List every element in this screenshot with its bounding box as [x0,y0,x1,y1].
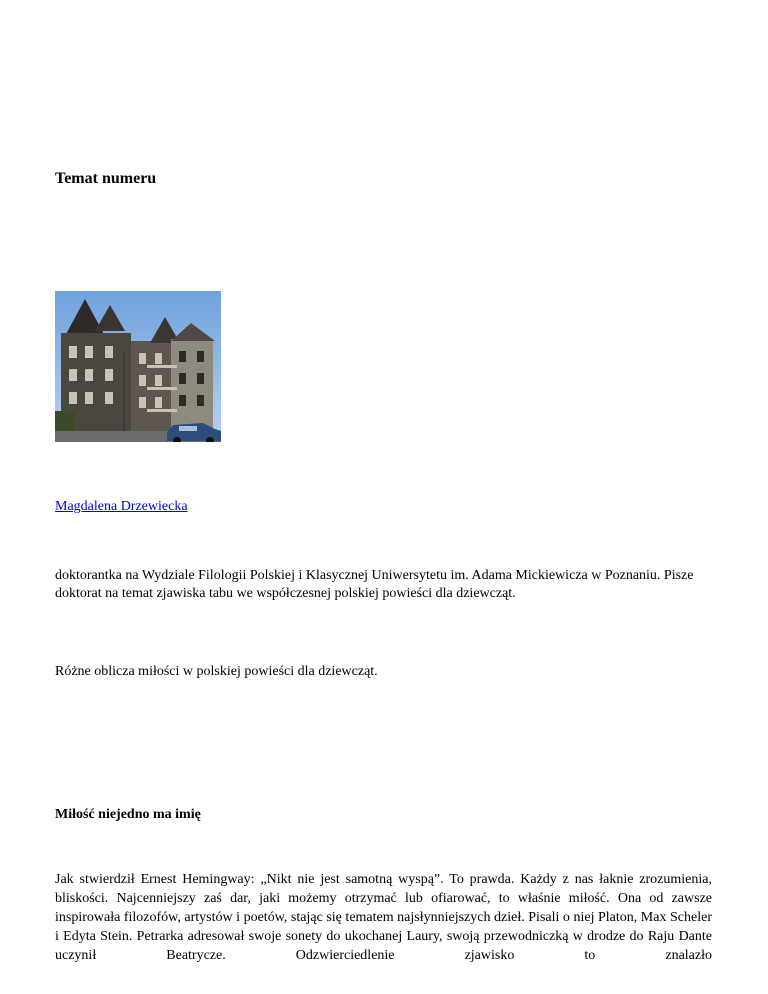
section-title: Temat numeru [55,170,157,187]
article-photo [55,291,221,442]
article-page [55,0,712,994]
article-body: Jak stwierdził Ernest Hemingway: „Nikt nie jest samotną wyspą”. To prawda. Każdy z nas łaknie zrozumienia, bliskości. Najcenniejszy zaś dar, jaki możemy otrzymać lub ofiarować, to właśnie miłość. Ona od zawsze inspirowała filozofów, artystów i poetów, stając się tematem najsłynniejszych dzieł. Pisali o niej Platon, Max Scheler i Edyta Stein. Petrarka adresował swoje sonety do ukochanej Laury, swoją przewodniczką w drodze do Raju Dante uczynił Beatrycze. Odzwierciedlenie zjawisko to znalazło [55,872,712,963]
author-bio: doktorantka na Wydziale Filologii Polskiej i Klasycznej Uniwersytetu im. Adama Mickiewicza w Poznaniu. Pisze doktorat na temat zjawiska tabu we współczesnej polskiej powieści dla dziewcząt. [55,568,694,601]
article-subtitle: Różne oblicza miłości w polskiej powieści dla dziewcząt. [55,664,378,679]
author-link[interactable]: Magdalena Drzewiecka [55,499,188,514]
article-heading: Miłość niejedno ma imię [55,807,201,822]
